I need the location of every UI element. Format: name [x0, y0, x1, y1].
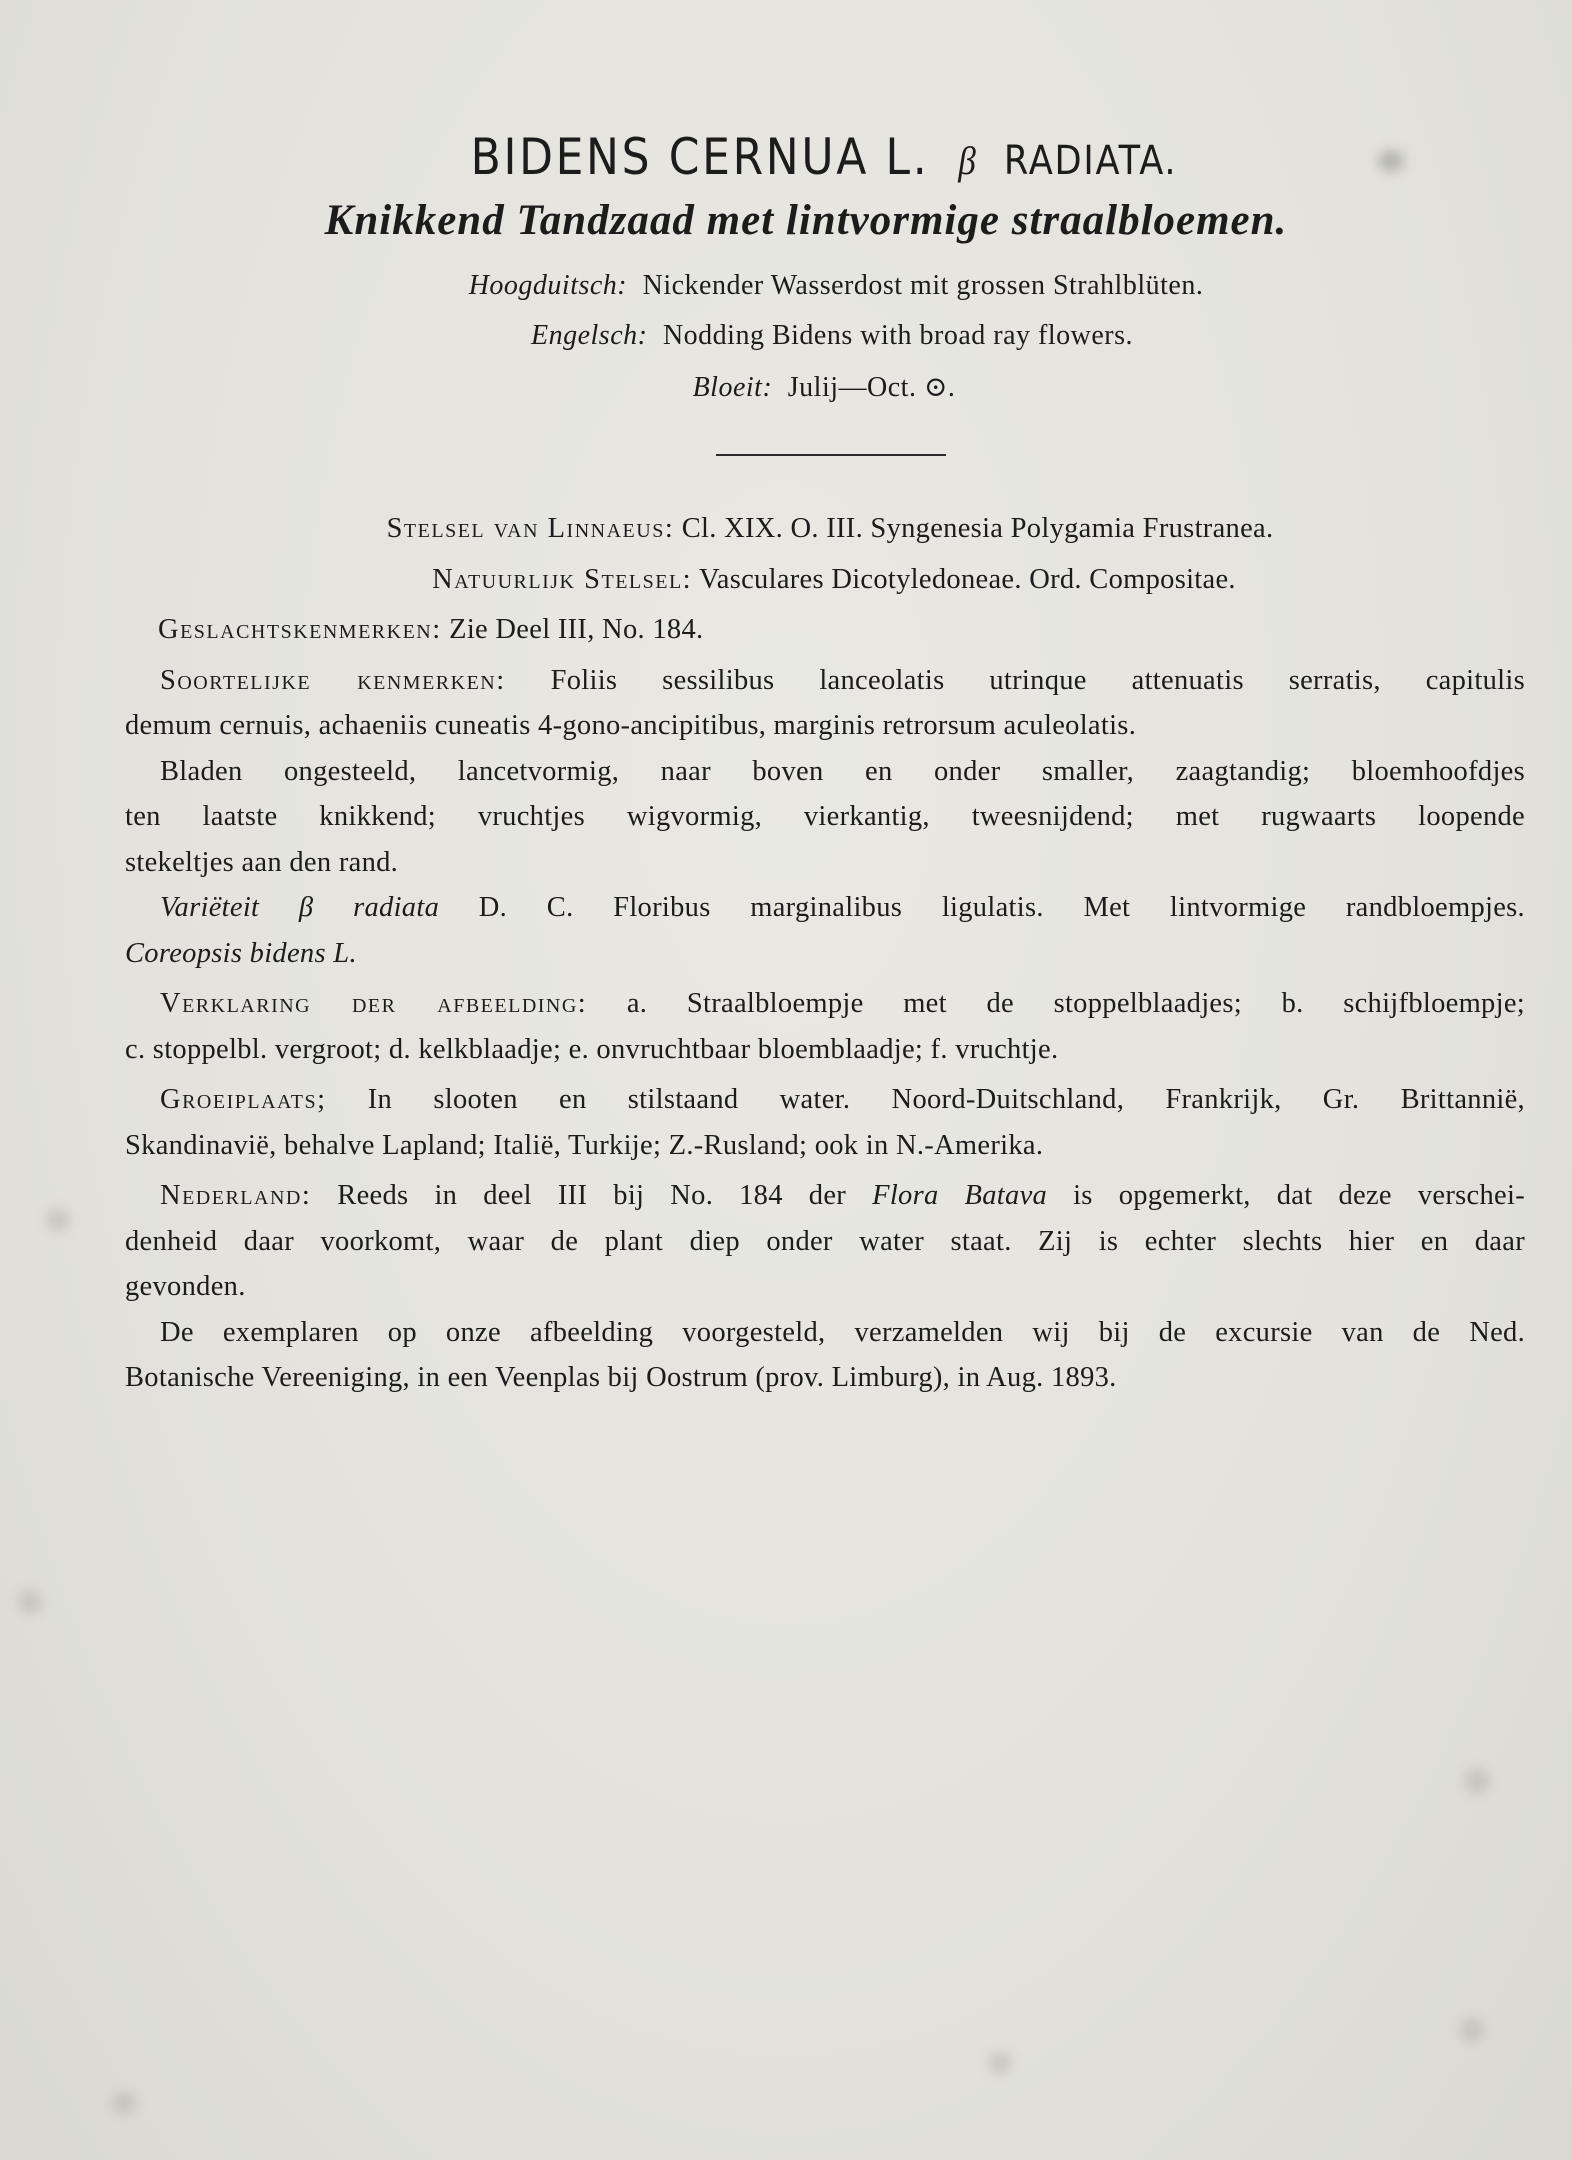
species-line-1 — [125, 658, 1525, 704]
variety-synonym: Coreopsis bidens L. — [125, 937, 357, 969]
title-species-name: BIDENS CERNUA L. — [470, 128, 930, 186]
species-paragraph — [125, 658, 1525, 749]
natural-system-value: Vasculares Dicotyledoneae. Ord. Compositae. — [699, 563, 1236, 595]
ink-spot — [112, 2092, 136, 2114]
flora-batava-title: Flora Batava — [872, 1180, 1048, 1211]
natural-system-line — [125, 557, 1525, 603]
explanation-line-1 — [125, 981, 1525, 1027]
ink-spot — [1464, 1768, 1490, 1794]
bloom-period: Julij—Oct. ⊙. — [787, 372, 956, 403]
explanation-label: Verklaring der afbeelding: — [160, 988, 588, 1019]
title-beta: β — [958, 138, 979, 183]
bloom-label: Bloeit: — [692, 372, 773, 403]
habitat-line-1 — [125, 1077, 1525, 1123]
species-text-1: Foliis sessilibus lanceolatis utrinque attenuatis serratis, capitulis — [550, 664, 1525, 696]
divider-rule — [716, 454, 946, 456]
netherlands-line-1 — [125, 1173, 1525, 1219]
linnaeus-line — [125, 506, 1525, 552]
english-label: Engelsch: — [530, 320, 648, 351]
description-body — [125, 506, 1525, 1401]
habitat-label: Groeiplaats; — [160, 1084, 327, 1115]
german-name: Nickender Wasserdost mit grossen Strahlblüten. — [642, 270, 1204, 301]
variety-label: Variëteit β radiata — [160, 892, 440, 923]
linnaeus-value: Cl. XIX. O. III. Syngenesia Polygamia Frustranea. — [681, 513, 1274, 544]
closing-line-1: De exemplaren op onze afbeelding voorgesteld, verzamelden wij bij de excursie van de Ned. — [160, 1316, 1525, 1348]
genus-label: Geslachtskenmerken: — [158, 614, 442, 645]
german-name-line — [50, 270, 1572, 302]
english-name: Nodding Bidens with broad ray flowers. — [662, 320, 1133, 351]
habitat-text-1: In slooten en stilstaand water. Noord-Duitschland, Frankrijk, Gr. Brittannië, — [367, 1084, 1525, 1115]
species-title — [132, 128, 1515, 186]
ink-spot — [46, 1208, 70, 1232]
title-variety: RADIATA. — [1003, 138, 1178, 184]
dutch-description-paragraph — [125, 749, 1525, 886]
english-name-line — [46, 320, 1572, 352]
netherlands-label: Nederland: — [160, 1180, 312, 1211]
species-label: Soortelijke kenmerken: — [160, 664, 506, 696]
dutch-line-2: ten laatste knikkend; vruchtjes wigvormig, vierkantig, tweesnijdend; met rugwaarts loopende — [125, 801, 1525, 832]
closing-line-2: Botanische Vereeniging, in een Veenplas bij Oostrum (prov. Limburg), in Aug. 1893. — [125, 1362, 1117, 1393]
genus-line — [125, 607, 1525, 653]
linnaeus-label: Stelsel van Linnaeus: — [386, 513, 675, 544]
genus-value: Zie Deel III, No. 184. — [449, 614, 704, 645]
natural-system-label: Natuurlijk Stelsel: — [432, 563, 693, 595]
ink-spot — [1460, 2018, 1484, 2042]
explanation-text-1: a. Straalbloempje met de stoppelblaadjes; b. schijfbloempje; — [626, 988, 1525, 1019]
habitat-paragraph — [125, 1077, 1525, 1168]
netherlands-line-2: denheid daar voorkomt, waar de plant diep onder water staat. Zij is echter slechts hier en daar — [125, 1225, 1525, 1257]
german-label: Hoogduitsch: — [468, 270, 628, 301]
variety-paragraph — [125, 885, 1525, 976]
habitat-line-2: Skandinavië, behalve Lapland; Italië, Turkije; Z.-Rusland; ook in N.-Amerika. — [125, 1129, 1044, 1161]
explanation-paragraph — [125, 981, 1525, 1072]
netherlands-paragraph — [125, 1173, 1525, 1310]
explanation-line-2: c. stoppelbl. vergroot; d. kelkblaadje; e. onvruchtbaar bloemblaadje; f. vruchtje. — [125, 1033, 1059, 1065]
ink-spot — [988, 2052, 1012, 2074]
bloom-line — [38, 370, 1572, 404]
species-line-2: demum cernuis, achaeniis cuneatis 4-gono-ancipitibus, marginis retrorsum aculeolatis. — [125, 710, 1137, 741]
dutch-name: Knikkend Tandzaad met lintvormige straalbloemen. — [324, 197, 1288, 244]
netherlands-text-1a: Reeds in deel III bij No. 184 der — [337, 1180, 847, 1211]
netherlands-text-1c: is opgemerkt, dat deze verschei- — [1073, 1180, 1525, 1211]
dutch-line-3: stekeltjes aan den rand. — [125, 846, 399, 878]
netherlands-line-3: gevonden. — [125, 1271, 246, 1302]
closing-paragraph — [125, 1310, 1525, 1401]
dutch-line-1: Bladen ongesteeld, lancetvormig, naar boven en onder smaller, zaagtandig; bloemhoofdjes — [160, 755, 1525, 787]
variety-text: D. C. Floribus marginalibus ligulatis. Met lintvormige randbloempjes. — [478, 892, 1525, 923]
variety-line-1 — [125, 885, 1525, 931]
ink-spot — [18, 1590, 42, 1614]
